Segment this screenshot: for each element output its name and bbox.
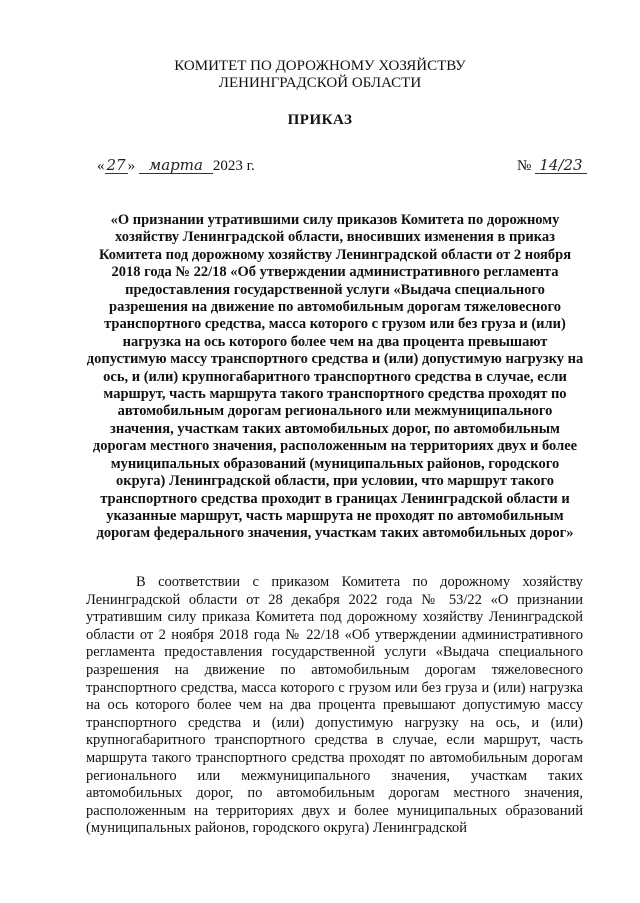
org-name-line-1: КОМИТЕТ ПО ДОРОЖНОМУ ХОЗЯЙСТВУ (174, 58, 466, 74)
org-name-line-2: ЛЕНИНГРАДСКОЙ ОБЛАСТИ (218, 75, 422, 91)
number-value: 14/23 (535, 158, 587, 174)
order-heading: «О признании утратившими силу приказов Комитета по дорожному хозяйству Ленинградской области, вносивших изменения в приказ Комитета под дорожному хозяйству Ленинградской области от 2 ноября 2018 года № 22/18 «Об утверждении административного регламента предоставления государственной услуги «Выдача специального разрешения на движение по автомобильным дорогам тяжеловесного транспортного средства, масса которого с грузом или без груза и (или) нагрузка на ось которого более чем на два процента превышают допустимую массу транспортного средства и (или) допустимую нагрузку на ось, и (или) крупногабаритного транспортного средства в случае, если маршрут, часть маршрута такого транспортного средства проходят по автомобильным дорогам регионального или межмуниципального значения, участкам таких автомобильных дорог, по автомобильным дорогам местного значения, расположенным на территориях двух и более муниципальных образований (муниципальных районов, городского округа) Ленинградской области, при условии, что маршрут такого транспортного средства проходит в границах Ленинградской области и указанные маршрут, часть маршрута не проходят по автомобильным дорогам федерального значения, участкам таких автомобильных дорог» (86, 212, 584, 542)
organization-header (0, 58, 640, 92)
document-number (517, 158, 587, 175)
date-close-quote: » (127, 158, 136, 174)
date-open-quote: « (97, 158, 105, 174)
date-month: марта (139, 158, 213, 174)
order-body-paragraph: В соответствии с приказом Комитета по дорожному хозяйству Ленинградской области от 28 декабря 2022 года № 53/22 «О признании утратившим силу приказа Комитета под дорожному хозяйству Ленинградской области от 2 ноября 2018 года № 22/18 «Об утверждении административного регламента предоставления государственной услуги «Выдача специального разрешения на движение по автомобильным дорогам тяжеловесного транспортного средства, масса которого с грузом или без груза и (или) нагрузка на ось которого более чем на два процента превышают допустимую массу транспортного средства и (или) допустимую нагрузку на ось, и (или) крупногабаритного транспортного средства в случае, если маршрут, часть маршрута такого транспортного средства проходят по автомобильным дорогам регионального или межмуниципального значения, участкам таких автомобильных дорог, по автомобильным дорогам местного значения, расположенным на территориях двух и более муниципальных образований (муниципальных районов, городского округа) Ленинградской (86, 574, 583, 837)
date-year: 2023 г. (212, 158, 255, 174)
document-date (97, 158, 255, 175)
date-day: 27 (106, 156, 126, 174)
document-type: ПРИКАЗ (287, 112, 353, 128)
number-label: № (516, 158, 532, 174)
date-number-row (97, 158, 587, 182)
